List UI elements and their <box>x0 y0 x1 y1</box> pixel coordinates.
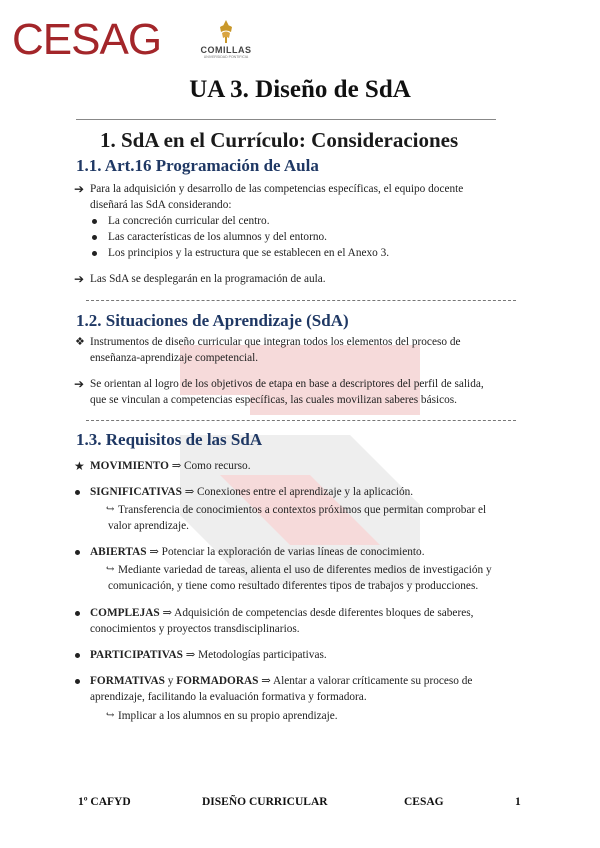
title-divider <box>76 119 496 120</box>
paragraph: Para la adquisición y desarrollo de las competencias específicas, el equipo docente <box>90 183 464 195</box>
section-1-heading: 1. SdA en el Currículo: Consideraciones <box>100 128 459 152</box>
paragraph: Instrumentos de diseño curricular que integran todos los elementos del proceso de <box>90 336 461 348</box>
requirement-desc: Metodologías participativas. <box>198 649 327 661</box>
requirement-note: Implicar a los alumnos en su propio aprendizaje. <box>118 710 338 722</box>
comillas-logo <box>190 18 262 68</box>
paragraph: Se orientan al logro de los objetivos de etapa en base a descriptores del perfil de salida, <box>90 378 484 390</box>
paragraph: diseñará las SdA considerando: <box>90 199 232 211</box>
list-item: Los principios y la estructura que se establecen en el Anexo 3. <box>108 247 390 259</box>
requirement-desc: conocimientos y proyectos transdisciplinarios. <box>90 623 300 635</box>
section-1-1-heading: 1.1. Art.16 Programación de Aula <box>76 156 319 175</box>
implies-arrow-icon: ⇒ <box>261 675 271 687</box>
bullet-dot-icon <box>92 251 97 256</box>
cesag-logo: CESAG <box>12 15 162 64</box>
dashed-divider <box>86 300 516 301</box>
list-item: Las características de los alumnos y del entorno. <box>108 231 327 243</box>
requirement-desc: Conexiones entre el aprendizaje y la aplicación. <box>197 486 414 498</box>
diamond-bullet-icon: ❖ <box>75 335 85 348</box>
requirement-label: SIGNIFICATIVAS <box>90 486 182 498</box>
requirement-note: Transferencia de conocimientos a contextos próximos que permitan comprobar el <box>118 504 487 516</box>
paragraph: enseñanza-aprendizaje competencial. <box>90 352 259 364</box>
hook-arrow-icon: ↪ <box>106 504 115 515</box>
implies-arrow-icon: ⇒ <box>184 486 195 498</box>
section-1-3-heading: 1.3. Requisitos de las SdA <box>76 430 263 449</box>
requirement-item <box>90 458 251 475</box>
requirement-note: valor aprendizaje. <box>108 520 189 532</box>
requirement-desc: Potenciar la exploración de varias líneas de conocimiento. <box>161 546 425 558</box>
hook-arrow-icon: ↪ <box>106 710 115 721</box>
footer-school: CESAG <box>404 796 444 808</box>
comillas-emblem-icon <box>213 18 239 44</box>
implies-arrow-icon: ⇒ <box>185 649 196 661</box>
requirement-item <box>90 484 413 501</box>
implies-arrow-icon: ⇒ <box>171 460 182 472</box>
page-footer <box>0 796 600 814</box>
requirement-label: MOVIMIENTO <box>90 460 169 472</box>
bullet-dot-icon <box>92 235 97 240</box>
arrow-right-icon: ➔ <box>74 272 85 286</box>
requirement-item <box>90 544 425 561</box>
footer-subject: DISEÑO CURRICULAR <box>202 796 328 808</box>
arrow-right-icon: ➔ <box>74 182 85 196</box>
paragraph: que se vinculan a competencias específicas, las cuales movilizan saberes básicos. <box>90 394 458 406</box>
comillas-sub: UNIVERSIDAD PONTIFICIA <box>203 55 249 59</box>
dashed-divider <box>86 420 516 421</box>
page-header <box>10 14 590 64</box>
arrow-right-icon: ➔ <box>74 377 85 391</box>
footer-course: 1º CAFYD <box>78 796 131 808</box>
implies-arrow-icon: ⇒ <box>162 607 172 619</box>
requirement-label: ABIERTAS <box>90 546 147 558</box>
requirement-item <box>90 673 472 690</box>
requirement-note: Mediante variedad de tareas, alienta el uso de diferentes medios de investigación y <box>118 564 492 576</box>
list-item: La concreción curricular del centro. <box>108 215 270 227</box>
paragraph: Las SdA se desplegarán en la programación de aula. <box>90 273 326 285</box>
requirement-item <box>90 605 473 622</box>
bullet-dot-icon <box>92 219 97 224</box>
bullet-dot-icon <box>75 490 80 495</box>
star-bullet-icon: ★ <box>74 459 85 473</box>
section-1-2-heading: 1.2. Situaciones de Aprendizaje (SdA) <box>76 311 349 330</box>
requirement-label: FORMADORAS <box>176 675 259 687</box>
requirement-desc: aprendizaje, facilitando la evaluación formativa y formadora. <box>90 691 367 703</box>
requirement-desc: Como recurso. <box>184 460 251 472</box>
requirement-label: COMPLEJAS <box>90 607 160 619</box>
requirement-label: FORMATIVAS <box>90 675 165 687</box>
requirement-note: comunicación, y tiene como resultado diferentes tipos de trabajos y producciones. <box>108 580 479 592</box>
requirement-connector: y <box>167 675 174 687</box>
bullet-dot-icon <box>75 653 80 658</box>
bullet-dot-icon <box>75 550 80 555</box>
requirement-label: PARTICIPATIVAS <box>90 649 183 661</box>
footer-page-number: 1 <box>515 796 521 808</box>
comillas-name: COMILLAS <box>200 45 252 55</box>
hook-arrow-icon: ↪ <box>106 564 115 575</box>
requirement-item <box>90 647 327 664</box>
implies-arrow-icon: ⇒ <box>149 546 159 558</box>
requirement-desc: Adquisición de competencias desde diferentes bloques de saberes, <box>174 607 474 619</box>
bullet-dot-icon <box>75 679 80 684</box>
requirement-desc: Alentar a valorar críticamente su proceso de <box>272 675 473 687</box>
page-title: UA 3. Diseño de SdA <box>189 76 411 103</box>
bullet-dot-icon <box>75 611 80 616</box>
